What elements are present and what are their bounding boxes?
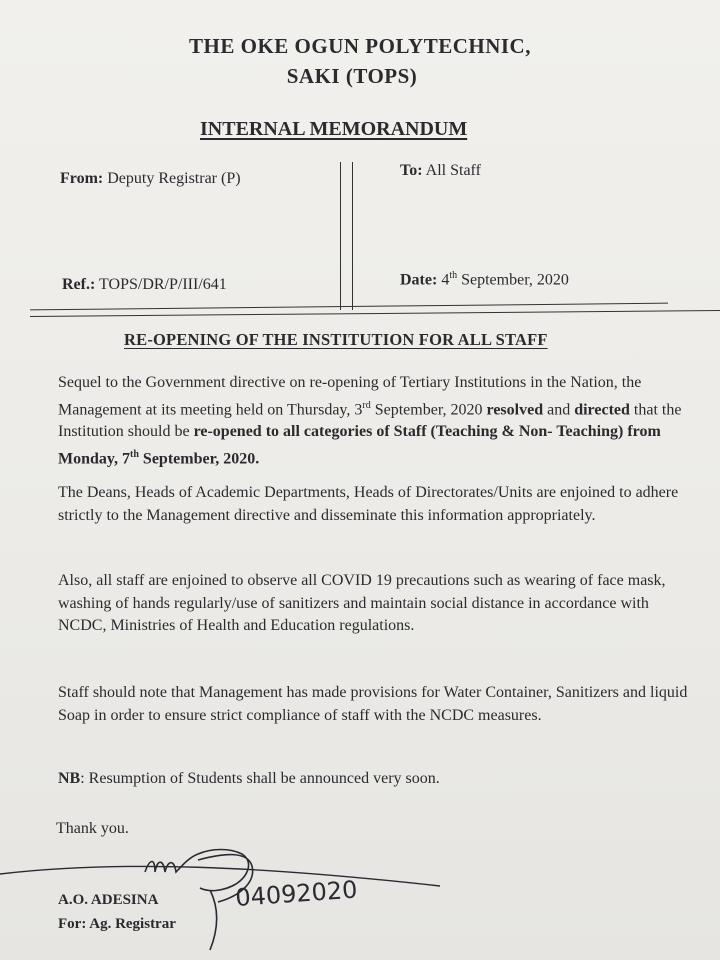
ref-label: Ref.: (62, 276, 96, 293)
p1-text-b: September, 2020 (370, 400, 487, 418)
handwritten-date: 04092020 (234, 875, 359, 912)
paragraph-deans: The Deans, Heads of Academic Departments, Heads of Directorates/Units are enjoined to adhere strictly to the Management directive and disseminate this information appropriately. (58, 484, 679, 524)
date-field (400, 270, 569, 289)
signatory-role: For: Ag. Registrar (58, 916, 176, 932)
divider-vertical-1 (340, 162, 341, 310)
to-value: All Staff (425, 162, 481, 179)
date-label: Date: (400, 271, 438, 289)
p1-text-d: and (543, 400, 575, 418)
header-rule-2 (30, 310, 720, 317)
signatory-name: A.O. ADESINA (58, 892, 159, 908)
from-label: From: (60, 170, 104, 187)
p1-text-f: that the Institution should be (58, 400, 682, 441)
memo-subject: RE-OPENING OF THE INSTITUTION FOR ALL STAFF (124, 330, 548, 349)
nb-label: NB (58, 770, 81, 787)
closing-thanks: Thank you. (56, 820, 129, 837)
date-day: 4 (441, 271, 450, 289)
from-field (60, 170, 241, 188)
institution-name: THE OKE OGUN POLYTECHNIC, (189, 34, 531, 58)
p1-sup-rd: rd (362, 399, 371, 411)
signature-stroke-line (0, 866, 440, 886)
p1-bold-date: September, 2020. (138, 450, 260, 468)
p1-sup-th: th (130, 448, 139, 460)
institution-abbrev: SAKI (TOPS) (286, 64, 418, 88)
paragraph-directive (58, 372, 688, 471)
memo-title: INTERNAL MEMORANDUM (200, 118, 468, 140)
date-rest: September, 2020 (461, 271, 569, 289)
header-rule-1 (30, 303, 668, 311)
to-label: To: (400, 162, 423, 179)
p1-bold-resolved: resolved (486, 400, 544, 418)
p1-bold-reopened: re-opened to all categories of Staff (Teaching & Non- Teaching) from Monday, 7 (58, 423, 661, 468)
ref-field (62, 276, 227, 294)
p1-text-a: Sequel to the Government directive on re-opening of Tertiary Institutions in the Nation, the Management at its meeting held on Thursday, 3 (58, 374, 642, 418)
divider-vertical-2 (352, 162, 353, 310)
paragraph-covid: Also, all staff are enjoined to observe all COVID 19 precautions such as wearing of face mask, washing of hands regularly/use of sanitizers and maintain social distance in accordance with NCDC, Ministries of Health and Education regulations. (58, 572, 666, 634)
ref-value: TOPS/DR/P/III/641 (99, 276, 227, 293)
p1-bold-directed: directed (574, 400, 630, 418)
from-value: Deputy Registrar (P) (107, 170, 241, 187)
nb-text: : Resumption of Students shall be announced very soon. (80, 770, 440, 787)
to-field (400, 162, 481, 180)
nb-note (58, 770, 440, 788)
date-suffix: th (449, 270, 458, 281)
paragraph-provisions: Staff should note that Management has made provisions for Water Container, Sanitizers and liquid Soap in order to ensure strict compliance of staff with the NCDC measures. (58, 684, 688, 724)
